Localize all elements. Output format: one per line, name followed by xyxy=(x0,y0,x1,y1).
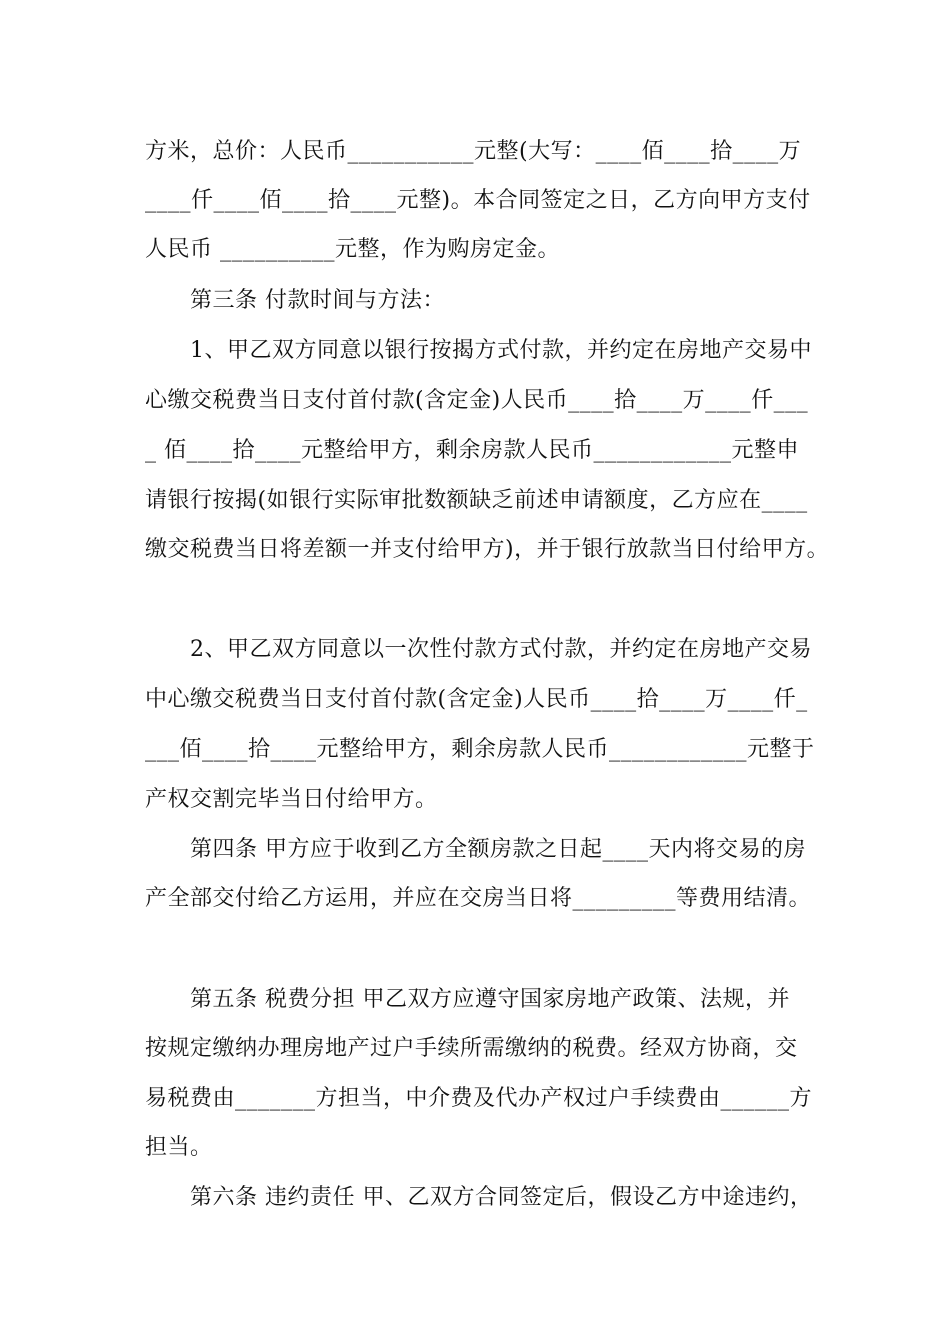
section-heading: 第三条 付款时间与方法： xyxy=(190,288,445,313)
text-line: 请银行按揭(如银行实际审批数额缺乏前述申请额度，乙方应在____ xyxy=(145,488,808,513)
text-line: 人民币 __________元整，作为购房定金。 xyxy=(145,237,560,262)
text-line: 方米，总价：人民币___________元整(大写：____佰____拾____万 xyxy=(145,139,802,164)
text-line: 担当。 xyxy=(145,1135,213,1160)
text-line: ___佰____拾____元整给甲方，剩余房款人民币____________元整于 xyxy=(145,737,815,762)
text-line: ____仟____佰____拾____元整)。本合同签定之日，乙方向甲方支付 xyxy=(145,188,811,213)
section-heading: 第五条 税费分担 甲乙双方应遵守国家房地产政策、法规，并 xyxy=(190,987,790,1012)
section-heading: 第六条 违约责任 甲、乙双方合同签定后，假设乙方中途违约， xyxy=(190,1185,813,1210)
text-line: 中心缴交税费当日支付首付款(含定金)人民币____拾____万____仟_ xyxy=(145,687,808,712)
text-line: 1、甲乙双方同意以银行按揭方式付款，并约定在房地产交易中 xyxy=(190,338,812,363)
text-line: 心缴交税费当日支付首付款(含定金)人民币____拾____万____仟___ xyxy=(145,388,809,413)
text-line: 2、甲乙双方同意以一次性付款方式付款，并约定在房地产交易 xyxy=(190,637,812,662)
section-heading: 第四条 甲方应于收到乙方全额房款之日起____天内将交易的房 xyxy=(190,837,806,862)
text-line: 产权交割完毕当日付给甲方。 xyxy=(145,787,438,812)
text-line: 缴交税费当日将差额一并支付给甲方)，并于银行放款当日付给甲方。 xyxy=(145,537,830,562)
text-line: _ 佰____拾____元整给甲方，剩余房款人民币____________元整申 xyxy=(145,438,799,463)
text-line: 易税费由_______方担当，中介费及代办产权过户手续费由______方 xyxy=(145,1086,813,1111)
text-line: 按规定缴纳办理房地产过户手续所需缴纳的税费。经双方协商，交 xyxy=(145,1036,798,1061)
text-line: 产全部交付给乙方运用，并应在交房当日将_________等费用结清。 xyxy=(145,886,812,911)
